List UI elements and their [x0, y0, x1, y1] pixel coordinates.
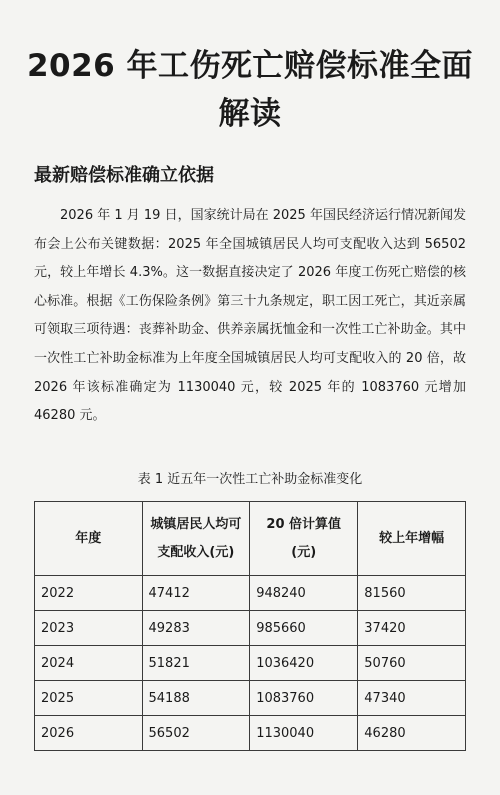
cell-twenty-times: 1036420 — [250, 646, 358, 681]
cell-year: 2024 — [35, 646, 143, 681]
table-row — [35, 716, 466, 751]
cell-year: 2025 — [35, 681, 143, 716]
cell-income: 51821 — [142, 646, 250, 681]
cell-increase: 47340 — [358, 681, 466, 716]
cell-income: 54188 — [142, 681, 250, 716]
cell-year: 2023 — [35, 611, 143, 646]
cell-increase: 50760 — [358, 646, 466, 681]
header-increase: 较上年增幅 — [358, 502, 466, 576]
table-row — [35, 681, 466, 716]
table-row — [35, 646, 466, 681]
cell-income: 47412 — [142, 576, 250, 611]
header-year: 年度 — [35, 502, 143, 576]
cell-increase: 81560 — [358, 576, 466, 611]
table-caption: 表 1 近五年一次性工亡补助金标准变化 — [137, 472, 363, 487]
cell-year: 2026 — [35, 716, 143, 751]
table-row — [35, 611, 466, 646]
cell-twenty-times: 1130040 — [250, 716, 358, 751]
cell-twenty-times: 948240 — [250, 576, 358, 611]
table-row — [35, 576, 466, 611]
cell-twenty-times: 1083760 — [250, 681, 358, 716]
cell-increase: 37420 — [358, 611, 466, 646]
cell-income: 56502 — [142, 716, 250, 751]
cell-year: 2022 — [35, 576, 143, 611]
body-paragraph: 2026 年 1 月 19 日，国家统计局在 2025 年国民经济运行情况新闻发布会上公布关键数据：2025 年全国城镇居民人均可支配收入达到 56502 元，较上年增长 4.3%。这一数据直接决定了 2026 年度工伤死亡赔偿的核心标准。根据《工伤保险条例》第三十九条规定，职工因工死亡，其近亲属可领取三项待遇：丧葬补助金、供养亲属抚恤金和一次性工亡补助金。其中一次性工亡补助金标准为上年度全国城镇居民人均可支配收入的 20 倍，故 2026 年该标准确定为 1130040 元，较 2025 年的 1083760 元增加 46280 元。 — [34, 208, 466, 424]
document-title: 2026 年工伤死亡赔偿标准全面解读 — [26, 48, 474, 132]
table-header-row — [35, 502, 466, 576]
cell-twenty-times: 985660 — [250, 611, 358, 646]
header-twenty-times: 20 倍计算值(元) — [250, 502, 358, 576]
cell-increase: 46280 — [358, 716, 466, 751]
header-income: 城镇居民人均可支配收入(元) — [142, 502, 250, 576]
section-heading: 最新赔偿标准确立依据 — [34, 165, 214, 186]
compensation-table — [34, 501, 466, 751]
cell-income: 49283 — [142, 611, 250, 646]
